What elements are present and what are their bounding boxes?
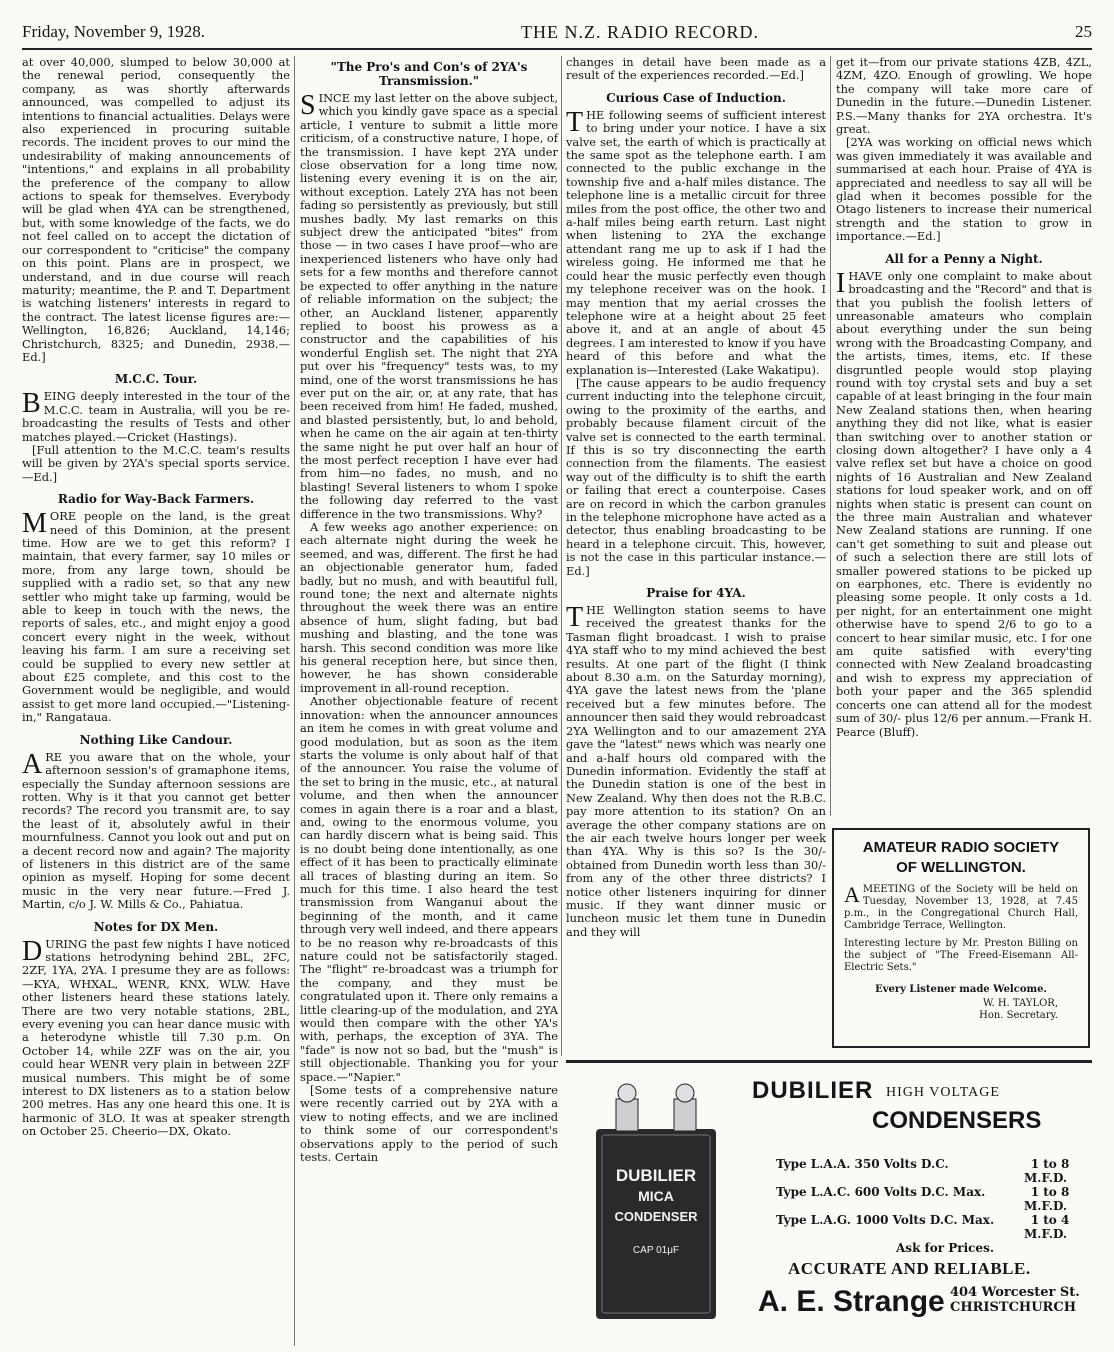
publication-title: THE N.Z. RADIO RECORD.: [521, 21, 760, 42]
article-heading: Radio for Way-Back Farmers.: [57, 492, 255, 507]
column-divider: [294, 56, 295, 1346]
ad-dealer: A. E. Strange: [758, 1285, 945, 1318]
header-rule: [22, 48, 1092, 50]
notice-welcome: Every Listener made Welcome.: [875, 984, 1047, 995]
dubilier-advertisement: [566, 1060, 1092, 1337]
ad-type: Type L.A.C. 600 Volts D.C. Max.: [776, 1185, 986, 1199]
article-heading: M.C.C. Tour.: [114, 372, 198, 387]
notice-signature: W. H. TAYLOR,: [982, 998, 1058, 1009]
can-label: CAP 01μF: [632, 1245, 680, 1256]
ad-address: 404 Worcester St. CHRISTCHURCH: [950, 1285, 1080, 1315]
society-notice: [832, 828, 1090, 1048]
article-heading: "The Pro's and Con's of 2YA's Transmission.": [330, 60, 528, 88]
drop-cap: D: [22, 935, 43, 967]
notice-signature-title: Hon. Secretary.: [979, 1010, 1058, 1021]
ad-slogan: ACCURATE AND RELIABLE.: [788, 1259, 1031, 1278]
article-heading: Curious Case of Induction.: [606, 90, 786, 105]
letter-paragraph: ARE you aware that on the whole, your afternoon session's of gramaphone items, especially the Sunday afternoon sessions are rotten. Why is it that you cannot get better records? The record you transmit are, to say the least of it, absolutely awful in their mournfulness. Cannot you look out and put on a decent record now and again? The majority of listeners in this district are of the same opinion as myself. Hoping for some decent music in the very near future.—Fred J. Martin, c/o J. W. Mills & Co., Pahiatua.: [22, 748, 290, 912]
column-divider: [830, 56, 831, 816]
issue-date: Friday, November 9, 1928.: [22, 22, 206, 41]
letter-paragraph: at over 40,000, slumped to below 30,000 at the renewal period, consequently the company, as was shortly afterwards announced, was compelled to adjust its intentions to financial actualities. Delays were also experienced in procuring suitable records. The incident proves to our mind the undesirability of making announcements of "intentions," and explains in all probability the preference of the company to allow actions to speak for themselves. Everybody will be glad when 4YA can be strengthened, but, with some knowledge of the facts, we do not feel called on to accept the dictation of our correspondent to "criticise" the company on this point. Plans are in prospect, we understand, and in due course will reach maturity; meantime, the P. and T. Department is watching listeners' interests in regard to the contract. The latest license figures are:—Wellington, 16,826; Auckland, 14,146; Christchurch, 8325; and Dunedin, 2938.—Ed.]: [22, 55, 290, 364]
letter-paragraph: IHAVE only one complaint to make about broadcasting and the "Record" and that is that you publish the foolish letters of unreasonable amateurs who complain about everything under the sun being wrong with the Broadcasting Company, and the artists, times, items, etc. If these disgruntled people would stop playing round with toy crystal sets and buy a set capable of at least bringing in the four main New Zealand stations then, when hearing anything they did not like, what is easier than switching over to another station or closing down altogether? I have only a 4 valve reflex set but have a choice on good nights of 16 Australian and New Zealand stations for loud speaker work, and on off nights when static is present can count on the three main Australian and whatever New Zealand stations are running. If one can't get something to suit and please out of such a selection there are still lots of smaller powered stations to be picked up on earphones, etc. There is evidently no pleasing some people. It only costs a 1d. per night, for an entertainment one might otherwise have to spend 2/6 to go to a concert to hear similar music, etc. I for one am quite satisfied with every'ting connected with New Zealand broadcasting and wish to express my appreciation of both your paper and the 365 splendid concerts one can attend all for the modest sum of 30/- plus 12/6 per annum.—Frank H. Pearce (Bluff).: [836, 267, 1092, 739]
drop-cap: A: [844, 882, 860, 907]
ad-subtitle: HIGH VOLTAGE: [886, 1085, 1000, 1100]
editor-note: [Full attention to the M.C.C. team's results will be given by 2YA's special sports service.—Ed.]: [22, 442, 290, 484]
notice-text: Interesting lecture by Mr. Preston Billing on the subject of "The Freed-Eisemann All-Electric Sets.": [844, 938, 1078, 973]
notice-title: OF WELLINGTON.: [896, 859, 1026, 876]
ad-ask: Ask for Prices.: [896, 1241, 995, 1255]
editor-note: [The cause appears to be audio frequency current inducting into the telephone circuit, owing to the proximity of the earths, and probably because filament circuit of the valve set is connected to the earth terminal. If this is so try disconnecting the earth connection from the filaments. The easiest way out of the difficulty is to shift the earth or failing that erect a counterpoise. Cases are on record in which the carbon granules in the telephone microphone have acted as a detector, thus enabling broadcasting to be heard in a telephone circuit. This, however, is not the case in this particular instance.—Ed.]: [566, 375, 826, 578]
letter-paragraph: MORE people on the land, is the great need of this Dominion, at the present time. How are we to get this reform? I maintain, that every farmer, say 10 miles or more, from any large town, should be supplied with a radio set, so that any new settler who might take up farming, would be able to keep in touch with the news, the reports of sales, etc., and might enjoy a good concert every night in the week, without leaving his farm. I am sure a receiving set could be supplied to every new settler at about £25 complete, and this cost to the Government would be negligible, and would assist to get more land occupied.—"Listening-in," Rangataua.: [22, 508, 290, 725]
letter-paragraph: BEING deeply interested in the tour of the M.C.C. team in Australia, will you be re-broadcasting the results of Tests and other matches played.—Cricket (Hastings).: [22, 388, 290, 444]
drop-cap: B: [22, 388, 41, 420]
letter-paragraph: THE following seems of sufficient interest to bring under your notice. I have a six valve set, the earth of which is practically at the same spot as the telephone earth. I am connected to the public exchange in the township five and a-half miles distance. The telephone line is a metallic circuit for three miles from the post office, the other two and a-half miles being earth return. Last night when listening to 2YA the exchange attendant rang me up to ask if I had the wireless going. He informed me that he could hear the music perfectly even though my telephone receiver was on the hook. I may mention that my aerial crosses the telephone wire at a height about 25 feet above it, and at an angle of about 45 degrees. I am interested to know if you have heard of this before and what the explanation is—Interested (Lake Wakatipu).: [566, 106, 826, 377]
column-3: [566, 55, 826, 939]
ad-brand: DUBILIER: [752, 1077, 874, 1104]
column-4: [836, 56, 1092, 812]
editor-note: [2YA was working on official news which was given immediately it was available and summarised at each hour. Praise of 4YA is appreciated and needless to say all will be glad when it becomes possible for the Otago listeners to increase their numerical strength and the station to grow in importance.—Ed.]: [836, 135, 1092, 244]
can-label: DUBILIER: [615, 1166, 697, 1185]
ad-type: Type L.A.A. 350 Volts D.C.: [776, 1157, 949, 1171]
column-divider: [561, 56, 562, 1056]
ad-type: Type L.A.G. 1000 Volts D.C. Max.: [776, 1213, 995, 1227]
letter-paragraph: DURING the past few nights I have noticed stations hetrodyning behind 2BL, 2FC, 2ZF, 1YA, 2YA. I presume they are as follows:—KYA, WHXAL, WENR, KNX, WLW. Have other listeners heard these stations lately. There are two very notable stations, 2BL, every evening you can hear dance music with a heterodyne whistle till 7.30 p.m. On October 14, while 2ZF was on the air, you could hear WENR very plain in between 2ZF musical numbers. This might be of some interest to DX listeners as to a station below 200 metres. Has any one heard this one. It is harmonic of 3LO. It was at speaker strength on October 25. Cheerio—DX, Okato.: [22, 935, 290, 1139]
page-header: [22, 18, 1092, 46]
drop-cap: M: [22, 508, 47, 540]
drop-cap: T: [566, 106, 584, 138]
editor-note: [Some tests of a comprehensive nature were recently carried out by 2YA with a view to noting effects, and we are inclined to think some of our correspondent's observations apply to the period of such tests. Certain: [300, 1083, 558, 1165]
drop-cap: T: [566, 602, 584, 634]
ad-product: CONDENSERS: [872, 1107, 1042, 1134]
editor-note: changes in detail have been made as a result of the experiences recorded.—Ed.]: [566, 55, 826, 83]
article-heading: Notes for DX Men.: [93, 919, 219, 934]
letter-paragraph: SINCE my last letter on the above subject, which you kindly gave space as a special article, I venture to submit a little more criticism, of a constructive nature, I hope, of the transmission. I have kept 2YA under close observation for a long time now, listening every evening it is on the air, without exception. Lately 2YA has not been fading so persistently as previously, but still mushes badly. My last remarks on this subject drew the anticipated "bites" from those — in two cases I have proof—who are inexperienced listeners who have only had sets for a few months and therefore cannot be expected to offer anything in the nature of reliable information on the subject; the other, an Auckland listener, apparently replied to boost his prowess as a constructor and the capabilities of his wonderful English set. The night that 2YA put over his "frequency" tests was, to my mind, one of the worst transmissions he has ever put on the air, or, at any rate, that has been received from him! He faded, mushed, and blasted persistently, but, lo and behold, when he came on the air again at ten-thirty the same night he put over half an hour of the most perfect reception I have ever had from him—no fades, no mush, and no blasting! Several listeners to whom I spoke the following day referred to the vast difference in the two transmissions. Why?: [300, 90, 559, 521]
drop-cap: A: [22, 748, 43, 780]
ad-type-list: Type L.A.A. 350 Volts D.C. 1 to 8 M.F.D. Type L.A.C. 600 Volts D.C. Max. 1 to 8 M.F.D. Type L.A.G. 1000 Volts D.C. Max. 1 to 4 M.F.D.: [776, 1157, 1070, 1241]
letter-paragraph: THE Wellington station seems to have received the greatest thanks for the Tasman flight broadcast. I wish to praise 4YA staff who to my mind achieved the best results. At one part of the flight (I think about 8.30 a.m. on the Saturday morning), 4YA gave the latest news from the 'plane received but a few minutes before. The announcer then said they would rebroadcast 2YA Wellington and to our amazement 2YA gave the "latest" news which was nearly one and a-half hours old compared with the Dunedin information. Evidently the staff at the Dunedin station is one of the best in New Zealand. Why then does not the R.B.C. pay more attention to its station? On an average the other company stations are on the air each twelve hours longer per week than 4YA. Why is this so? Is the 30/- obtained from Dunedin worth less than 30/- from any of the other three districts? I notice other listeners inquiring for dinner music. If they want dinner music or luncheon music let them tune in Dunedin and they will: [566, 602, 826, 939]
article-heading: Nothing Like Candour.: [79, 732, 233, 747]
article-heading: Praise for 4YA.: [646, 586, 746, 601]
article-heading: All for a Penny a Night.: [885, 251, 1043, 266]
letter-paragraph: get it—from our private stations 4ZB, 4ZL, 4ZM, 4ZO. Enough of growling. We hope the company will take more care of Dunedin in the future.—Dunedin Listener. P.S.—Many thanks for 2YA orchestra. It's great.: [836, 55, 1092, 137]
column-2: [300, 56, 558, 1346]
notice-text: AMEETING of the Society will be held on Tuesday, November 13, 1928, at 7.45 p.m., in the Congregational Church Hall, Cambridge Terrace, Wellington.: [844, 882, 1078, 931]
can-label: CONDENSER: [614, 1209, 698, 1224]
letter-paragraph: A few weeks ago another experience: on each alternate night during the week he seemed, and was, different. The first he had an objectionable generator hum, faded badly, but no mush, and with beautiful full, round tone; the next and alternate nights throughout the week there was an entire absence of hum, slight fading, but bad mushing and blasting, and the tone was harsh. This second condition was more like his general reception here, but since then, however, he has shown considerable improvement in all-round reception.: [300, 520, 558, 695]
drop-cap: S: [300, 90, 316, 121]
page-number: 25: [1074, 22, 1092, 41]
can-label: MICA: [638, 1188, 674, 1204]
drop-cap: I: [836, 267, 846, 299]
condenser-illustration: [566, 1069, 746, 1329]
column-1: [22, 56, 290, 1346]
notice-title: AMATEUR RADIO SOCIETY: [862, 839, 1060, 856]
letter-paragraph: Another objectionable feature of recent innovation: when the announcer announces an item he comes in with great volume and good modulation, but as soon as the item starts the volume is only about half of that of the announcer. You raise the volume of the set to bring in the music, etc., at natural volume, and then when the announcer comes in again there is a roar and a blast, and, owing to the enormous volume, you can hardly discern what is being said. This is no doubt being done intentionally, as one effect of it has been to practically eliminate all traces of blasting during an item. So much for this time. I also heard the test transmission from Wanganui about the beginning of the month, and it came through very well indeed, and there appears to be no reason why re-broadcasts of this nature could not be satisfactorily staged. The "flight" re-broadcast was a triumph for the company, and they must be congratulated upon it. There only remains a little clearing-up of the modulation, and 2YA would then compare with the other YA's with, perhaps, the exception of 3YA. The "fade" is now not so bad, but the "mush" is still objectionable. Thanking you for your space.—"Napier.": [300, 694, 558, 1084]
